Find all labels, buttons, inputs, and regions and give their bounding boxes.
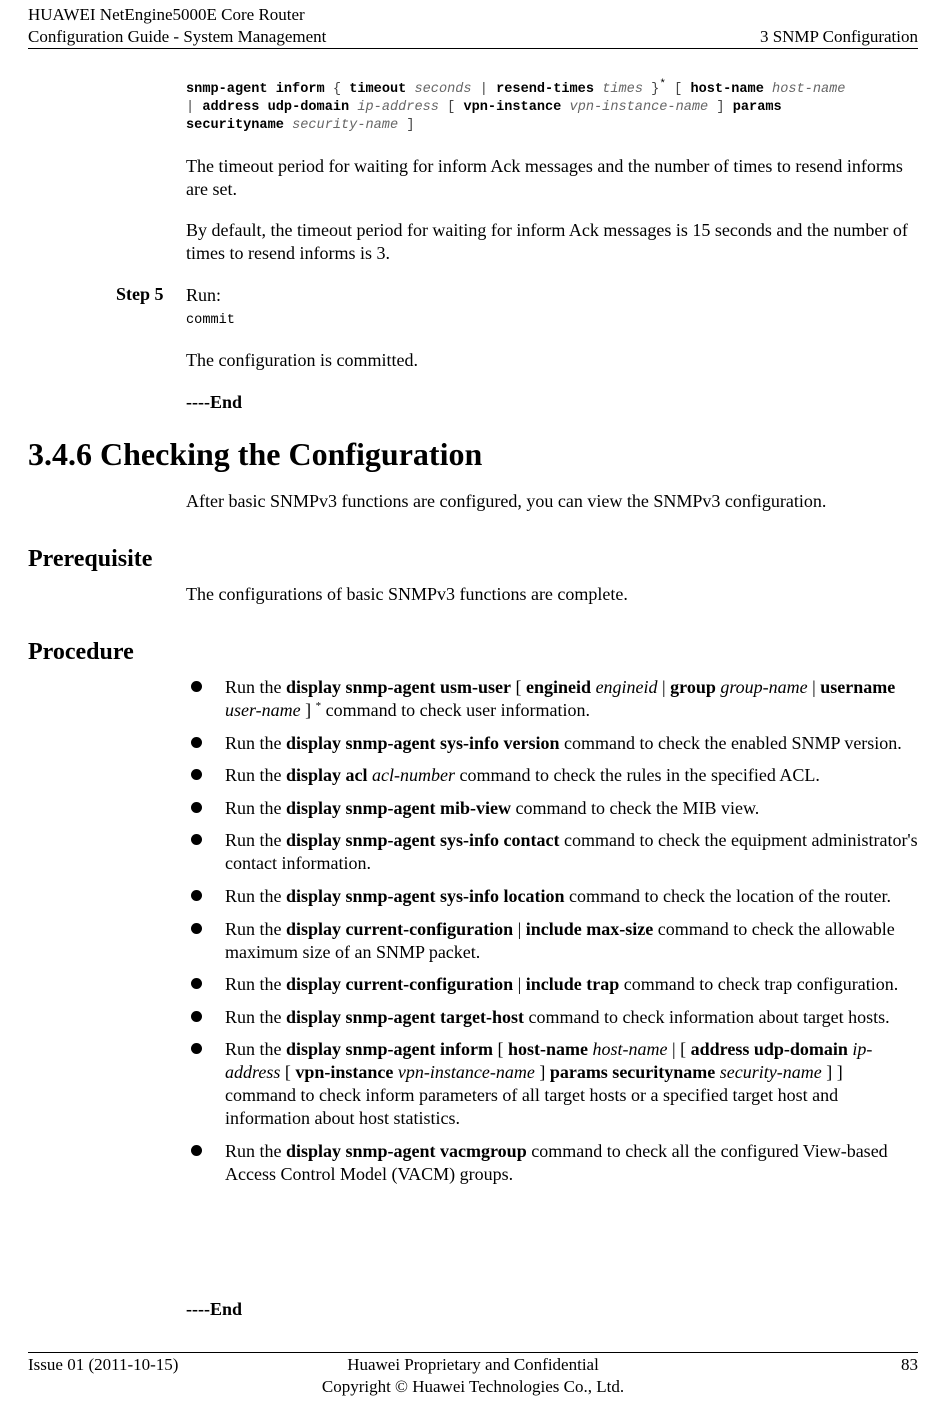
syntax-pipe: | (186, 100, 195, 115)
page-header (28, 4, 918, 48)
procedure-item (186, 973, 918, 996)
commit-command: commit (186, 313, 235, 328)
command-word: command (459, 765, 531, 786)
syntax-separator: | (657, 677, 671, 697)
command-keyword: display snmp-agent sys-info location (286, 885, 565, 906)
procedure-item (186, 1140, 918, 1186)
syntax-bracket: [ (447, 100, 456, 115)
item-description: to check inform parameters of all target hosts or a specified target host and information about host statistics. (225, 1085, 839, 1129)
command-keyword: display acl (286, 765, 368, 786)
syntax-pipe: | (479, 82, 488, 97)
procedure-item (186, 797, 918, 820)
item-description: to check the enabled SNMP version. (639, 732, 902, 753)
syntax-bracket: ] (716, 100, 725, 115)
syntax-separator: ] (300, 700, 316, 720)
command-parameter: acl-number (372, 765, 456, 786)
command-word: command (569, 885, 641, 906)
command-keyword: display snmp-agent vacmgroup (286, 1140, 527, 1161)
command-keyword: display snmp-agent sys-info contact (286, 830, 560, 851)
procedure-item (186, 829, 918, 875)
prerequisite-text: The configurations of basic SNMPv3 functions are complete. (186, 584, 628, 604)
procedure-item (186, 732, 918, 755)
footer-copyright: Copyright © Huawei Technologies Co., Ltd. (321, 1377, 625, 1396)
syntax-separator: ] ] (821, 1062, 843, 1083)
procedure-item (186, 885, 918, 908)
syntax-variable: security-name (292, 118, 399, 133)
footer-center (28, 1354, 918, 1398)
command-word: command (528, 1006, 600, 1027)
step-5-label: Step 5 (116, 284, 164, 304)
item-description: to check information about target hosts. (604, 1006, 890, 1027)
repeat-marker: * (315, 700, 322, 712)
bullet-icon (191, 802, 202, 813)
item-description: to check the equipment administrator's contact information. (225, 830, 918, 874)
command-word: command (531, 1140, 603, 1161)
syntax-variable: host-name (772, 82, 846, 97)
syntax-brace: { (332, 82, 342, 97)
item-description: to check the MIB view. (591, 797, 760, 818)
syntax-keyword: host-name (690, 82, 764, 97)
syntax-separator: | (513, 918, 526, 939)
bullet-icon (191, 978, 202, 989)
command-parameter: user-name (225, 700, 301, 720)
command-keyword: display snmp-agent target-host (286, 1006, 525, 1027)
syntax-keyword: params (732, 100, 782, 115)
command-keyword: host-name (508, 1039, 589, 1060)
header-product: HUAWEI NetEngine5000E Core Router (28, 5, 305, 24)
command-keyword: display snmp-agent inform (286, 1039, 494, 1060)
procedure-item (186, 1038, 918, 1130)
run-prefix: Run the (225, 918, 282, 939)
command-parameter: group-name (720, 677, 808, 697)
command-keyword: display current-configuration (286, 918, 514, 939)
command-word: command (623, 974, 695, 995)
syntax-separator: | (807, 677, 821, 697)
item-description: to check the rules in the specified ACL. (535, 765, 820, 786)
procedure-item (186, 918, 918, 964)
syntax-variable: seconds (414, 82, 472, 97)
command-word: command (225, 1085, 296, 1106)
syntax-variable: vpn-instance-name (569, 100, 709, 115)
bullet-icon (191, 890, 202, 901)
command-parameter: ip-address (225, 1039, 873, 1083)
command-word: command (657, 918, 729, 939)
run-prefix: Run the (225, 885, 282, 906)
header-guide: Configuration Guide - System Management (28, 27, 327, 46)
bullet-icon (191, 1011, 202, 1022)
footer-page-number: 83 (901, 1355, 918, 1374)
procedure-item (186, 1006, 918, 1029)
syntax-separator: [ (511, 677, 527, 697)
command-keyword: display current-configuration (286, 974, 514, 995)
syntax-keyword: address udp-domain (202, 100, 350, 115)
syntax-separator: | [ (667, 1039, 691, 1060)
bullet-icon (191, 923, 202, 934)
syntax-separator: ] (534, 1062, 550, 1083)
default-description: By default, the timeout period for waiting for inform Ack messages is 15 seconds and the number of times to resend informs is 3. (186, 220, 908, 263)
syntax-variable: ip-address (357, 100, 439, 115)
syntax-keyword: timeout (349, 82, 407, 97)
item-description: to check the allowable maximum size of an SNMP packet. (225, 918, 895, 962)
syntax-star: * (659, 78, 666, 91)
syntax-separator: [ (280, 1062, 296, 1083)
command-keyword: display snmp-agent sys-info version (286, 732, 560, 753)
syntax-variable: times (602, 82, 643, 97)
bullet-icon (191, 1043, 202, 1054)
item-description: to check trap configuration. (699, 974, 899, 995)
procedure-list (186, 676, 918, 1196)
bullet-icon (191, 1145, 202, 1156)
command-word: command (515, 797, 587, 818)
step-5-run: Run: (186, 285, 222, 305)
item-description: to check the location of the router. (644, 885, 891, 906)
end-marker: ----End (186, 1299, 243, 1319)
timeout-description: The timeout period for waiting for inform Ack messages and the number of times to resend informs are set. (186, 156, 903, 199)
run-prefix: Run the (225, 830, 282, 851)
command-keyword: vpn-instance (295, 1062, 394, 1083)
syntax-keyword: resend-times (496, 82, 595, 97)
command-syntax-block (186, 78, 918, 135)
command-word: command (564, 732, 636, 753)
run-prefix: Run the (225, 974, 282, 995)
run-prefix: Run the (225, 797, 282, 818)
run-prefix: Run the (225, 1140, 282, 1161)
bullet-icon (191, 737, 202, 748)
item-description: to check user information. (401, 700, 591, 720)
bullet-icon (191, 681, 202, 692)
command-keyword: engineid (526, 677, 592, 697)
procedure-item (186, 676, 918, 722)
command-keyword: display snmp-agent mib-view (286, 797, 512, 818)
command-keyword: username (820, 677, 896, 697)
run-prefix: Run the (225, 677, 282, 697)
command-parameter: security-name (719, 1062, 822, 1083)
syntax-keyword: securityname (186, 118, 284, 133)
command-keyword: params securityname (549, 1062, 716, 1083)
syntax-separator: | (513, 974, 526, 995)
prerequisite-heading: Prerequisite (28, 546, 153, 572)
syntax-brace: } (651, 82, 660, 97)
end-marker: ----End (186, 392, 243, 412)
section-intro: After basic SNMPv3 functions are configured, you can view the SNMPv3 configuration. (186, 491, 827, 511)
command-parameter: vpn-instance-name (397, 1062, 535, 1083)
section-title: 3.4.6 Checking the Configuration (28, 436, 483, 472)
command-word: command (564, 830, 636, 851)
command-keyword: address udp-domain (690, 1039, 848, 1060)
procedure-item (186, 764, 918, 787)
command-keyword: include max-size (525, 918, 654, 939)
item-description: to check all the configured View-based Access Control Model (VACM) groups. (225, 1140, 888, 1184)
footer-proprietary: Huawei Proprietary and Confidential (347, 1355, 599, 1374)
syntax-bracket: ] (406, 118, 415, 133)
footer-issue: Issue 01 (2011-10-15) (28, 1355, 179, 1374)
command-keyword: group (670, 677, 716, 697)
run-prefix: Run the (225, 765, 282, 786)
command-keyword: include trap (525, 974, 620, 995)
command-parameter: host-name (592, 1039, 668, 1060)
run-prefix: Run the (225, 1006, 282, 1027)
footer-divider (28, 1352, 918, 1353)
procedure-heading: Procedure (28, 639, 134, 665)
command-word: command (325, 700, 397, 720)
commit-result: The configuration is committed. (186, 350, 418, 370)
command-syntax-line-1 (186, 78, 918, 99)
run-prefix: Run the (225, 732, 282, 753)
command-syntax-line-3 (186, 117, 918, 135)
syntax-separator: [ (493, 1039, 509, 1060)
syntax-bracket: [ (674, 82, 683, 97)
syntax-keyword: snmp-agent inform (186, 82, 325, 97)
bullet-icon (191, 769, 202, 780)
syntax-keyword: vpn-instance (463, 100, 562, 115)
command-syntax-line-2 (186, 99, 918, 117)
bullet-icon (191, 834, 202, 845)
header-divider (28, 48, 918, 49)
command-parameter: engineid (595, 677, 658, 697)
command-keyword: display snmp-agent usm-user (286, 677, 512, 697)
header-chapter: 3 SNMP Configuration (759, 27, 918, 46)
run-prefix: Run the (225, 1039, 282, 1060)
